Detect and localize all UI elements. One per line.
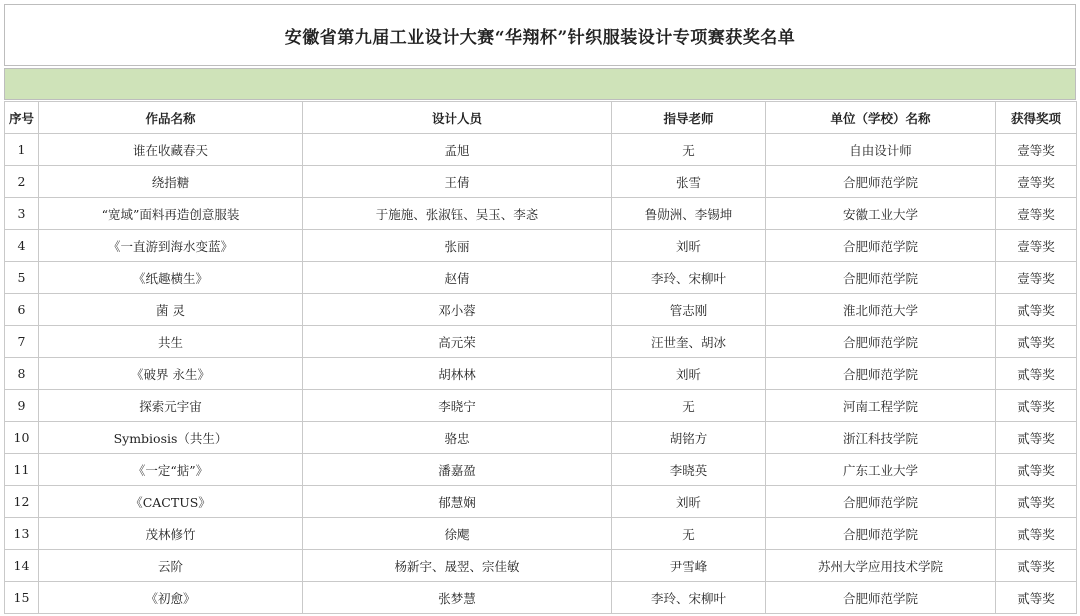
table-row	[5, 134, 1077, 166]
cell-work-name: 《一定“掂”》	[39, 454, 303, 486]
cell-award: 贰等奖	[996, 358, 1077, 390]
cell-index: 10	[5, 422, 39, 454]
cell-work-name: 茂林修竹	[39, 518, 303, 550]
cell-advisors: 汪世奎、胡冰	[612, 326, 766, 358]
cell-index: 4	[5, 230, 39, 262]
table-row	[5, 294, 1077, 326]
table-row	[5, 230, 1077, 262]
cell-organization: 合肥师范学院	[766, 582, 996, 614]
table-row	[5, 166, 1077, 198]
cell-organization: 合肥师范学院	[766, 230, 996, 262]
cell-organization: 合肥师范学院	[766, 486, 996, 518]
table-row	[5, 422, 1077, 454]
table-row	[5, 454, 1077, 486]
cell-award: 贰等奖	[996, 294, 1077, 326]
cell-award: 贰等奖	[996, 550, 1077, 582]
cell-designers: 徐飔	[303, 518, 612, 550]
cell-award: 贰等奖	[996, 582, 1077, 614]
cell-organization: 淮北师范大学	[766, 294, 996, 326]
cell-advisors: 李玲、宋柳叶	[612, 582, 766, 614]
cell-advisors: 无	[612, 390, 766, 422]
cell-designers: 杨新宇、晟翌、宗佳敏	[303, 550, 612, 582]
cell-award: 壹等奖	[996, 166, 1077, 198]
cell-advisors: 张雪	[612, 166, 766, 198]
table-row	[5, 582, 1077, 614]
cell-index: 8	[5, 358, 39, 390]
table-row	[5, 358, 1077, 390]
cell-advisors: 李晓英	[612, 454, 766, 486]
cell-advisors: 无	[612, 134, 766, 166]
cell-work-name: 《破界 永生》	[39, 358, 303, 390]
cell-advisors: 无	[612, 518, 766, 550]
cell-designers: 李晓宁	[303, 390, 612, 422]
cell-advisors: 李玲、宋柳叶	[612, 262, 766, 294]
table-row	[5, 262, 1077, 294]
cell-designers: 张梦慧	[303, 582, 612, 614]
cell-award: 贰等奖	[996, 390, 1077, 422]
cell-organization: 自由设计师	[766, 134, 996, 166]
cell-index: 14	[5, 550, 39, 582]
cell-index: 9	[5, 390, 39, 422]
cell-designers: 郁慧娴	[303, 486, 612, 518]
cell-index: 2	[5, 166, 39, 198]
header-designers: 设计人员	[303, 102, 612, 134]
header-advisors: 指导老师	[612, 102, 766, 134]
table-row	[5, 550, 1077, 582]
cell-work-name: 《CACTUS》	[39, 486, 303, 518]
cell-award: 壹等奖	[996, 198, 1077, 230]
cell-advisors: 管志刚	[612, 294, 766, 326]
cell-designers: 高元荣	[303, 326, 612, 358]
cell-work-name: 云阶	[39, 550, 303, 582]
cell-work-name: 绕指糖	[39, 166, 303, 198]
cell-work-name: Symbiosis（共生）	[39, 422, 303, 454]
cell-advisors: 刘昕	[612, 358, 766, 390]
cell-work-name: 谁在收藏春天	[39, 134, 303, 166]
cell-designers: 骆忠	[303, 422, 612, 454]
cell-work-name: 《纸趣横生》	[39, 262, 303, 294]
table-body	[5, 134, 1077, 614]
cell-organization: 安徽工业大学	[766, 198, 996, 230]
cell-organization: 河南工程学院	[766, 390, 996, 422]
header-work-name: 作品名称	[39, 102, 303, 134]
cell-advisors: 胡铭方	[612, 422, 766, 454]
cell-award: 贰等奖	[996, 422, 1077, 454]
cell-index: 12	[5, 486, 39, 518]
cell-organization: 合肥师范学院	[766, 518, 996, 550]
cell-organization: 广东工业大学	[766, 454, 996, 486]
cell-award: 壹等奖	[996, 262, 1077, 294]
header-organization: 单位（学校）名称	[766, 102, 996, 134]
cell-work-name: 共生	[39, 326, 303, 358]
cell-award: 壹等奖	[996, 134, 1077, 166]
cell-designers: 于施施、张淑钰、吴玉、李忞	[303, 198, 612, 230]
cell-index: 3	[5, 198, 39, 230]
cell-award: 贰等奖	[996, 454, 1077, 486]
header-row	[5, 102, 1077, 134]
cell-designers: 邓小蓉	[303, 294, 612, 326]
cell-work-name: “宽域”面料再造创意服装	[39, 198, 303, 230]
cell-organization: 合肥师范学院	[766, 262, 996, 294]
cell-organization: 合肥师范学院	[766, 326, 996, 358]
cell-designers: 胡林林	[303, 358, 612, 390]
table-row	[5, 518, 1077, 550]
cell-index: 11	[5, 454, 39, 486]
cell-work-name: 探索元宇宙	[39, 390, 303, 422]
cell-designers: 孟旭	[303, 134, 612, 166]
cell-designers: 王倩	[303, 166, 612, 198]
cell-index: 6	[5, 294, 39, 326]
sheet-title: 安徽省第九届工业设计大赛“华翔杯”针织服装设计专项赛获奖名单	[4, 4, 1076, 66]
awards-table	[4, 101, 1077, 614]
cell-index: 7	[5, 326, 39, 358]
table-row	[5, 486, 1077, 518]
cell-index: 15	[5, 582, 39, 614]
cell-index: 5	[5, 262, 39, 294]
cell-organization: 苏州大学应用技术学院	[766, 550, 996, 582]
cell-advisors: 刘昕	[612, 486, 766, 518]
cell-award: 贰等奖	[996, 326, 1077, 358]
header-index: 序号	[5, 102, 39, 134]
cell-advisors: 尹雪峰	[612, 550, 766, 582]
cell-award: 贰等奖	[996, 518, 1077, 550]
header-award: 获得奖项	[996, 102, 1077, 134]
cell-index: 1	[5, 134, 39, 166]
cell-work-name: 菌 灵	[39, 294, 303, 326]
cell-advisors: 刘昕	[612, 230, 766, 262]
cell-organization: 合肥师范学院	[766, 166, 996, 198]
cell-work-name: 《初愈》	[39, 582, 303, 614]
cell-designers: 潘嘉盈	[303, 454, 612, 486]
cell-work-name: 《一直游到海水变蓝》	[39, 230, 303, 262]
cell-index: 13	[5, 518, 39, 550]
cell-designers: 张丽	[303, 230, 612, 262]
table-row	[5, 326, 1077, 358]
cell-award: 贰等奖	[996, 486, 1077, 518]
cell-award: 壹等奖	[996, 230, 1077, 262]
cell-advisors: 鲁勋洲、李锡坤	[612, 198, 766, 230]
cell-designers: 赵倩	[303, 262, 612, 294]
table-row	[5, 198, 1077, 230]
cell-organization: 浙江科技学院	[766, 422, 996, 454]
cell-organization: 合肥师范学院	[766, 358, 996, 390]
table-row	[5, 390, 1077, 422]
header-band	[4, 68, 1076, 100]
